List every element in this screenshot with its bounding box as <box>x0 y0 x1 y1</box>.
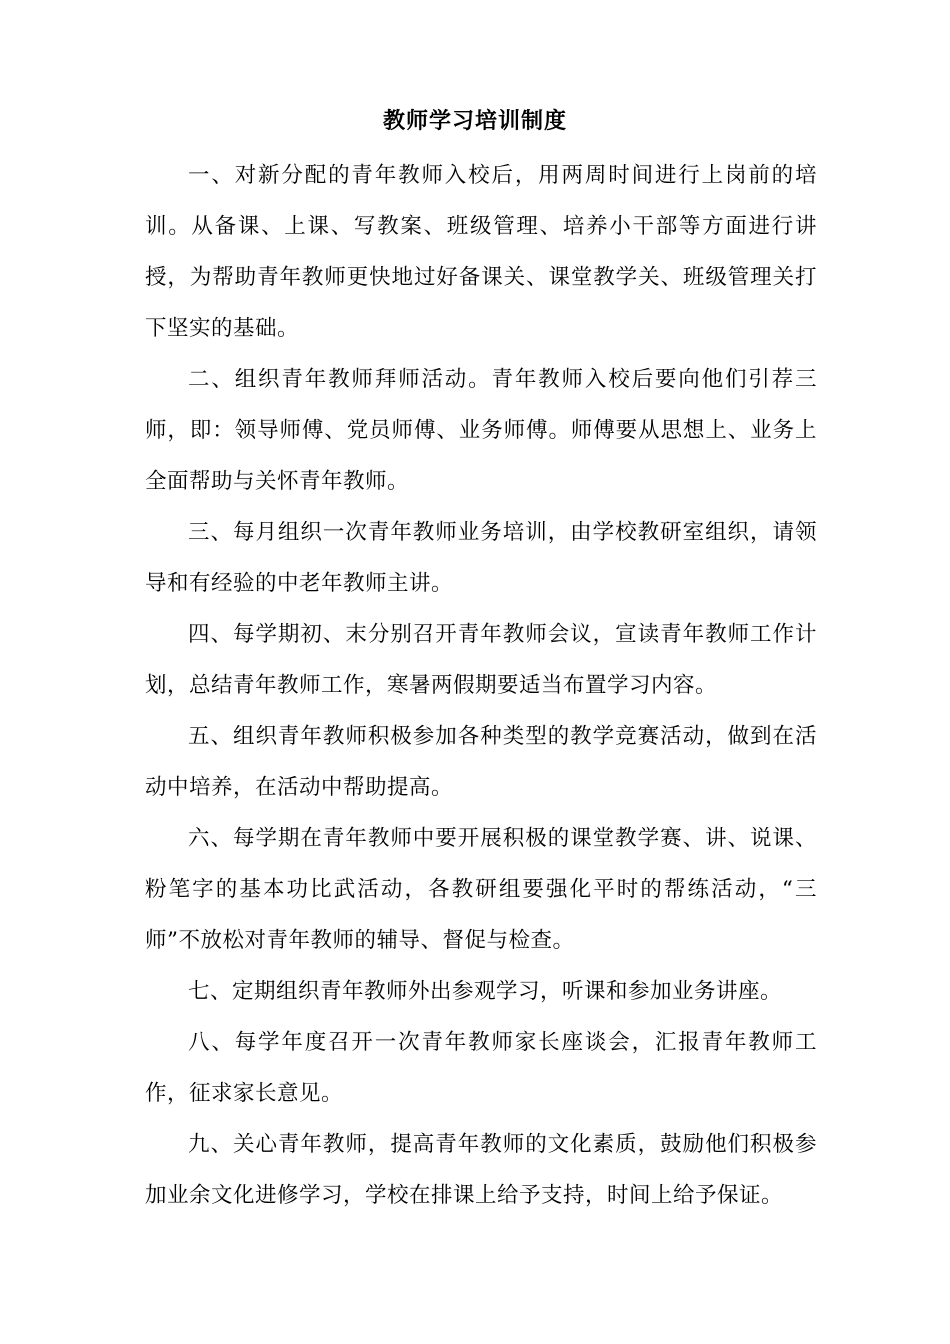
document-title: 教师学习培训制度 <box>382 108 567 134</box>
paragraph-9: 九、关心青年教师，提高青年教师的文化素质，鼓励他们积极参加业余文化进修学习，学校在排课上给予支持，时间上给予保证。 <box>145 1132 817 1208</box>
paragraph-5: 五、组织青年教师积极参加各种类型的教学竞赛活动，做到在活动中培养，在活动中帮助提高。 <box>145 724 817 800</box>
paragraph-1: 一、对新分配的青年教师入校后，用两周时间进行上岗前的培训。从备课、上课、写教案、班级管理、培养小干部等方面进行讲授，为帮助青年教师更快地过好备课关、课堂教学关、班级管理关打下坚实的基础。 <box>145 163 817 341</box>
paragraph-3: 三、每月组织一次青年教师业务培训，由学校教研室组织，请领导和有经验的中老年教师主讲。 <box>145 520 817 596</box>
paragraph-7: 七、定期组织青年教师外出参观学习，听课和参加业务讲座。 <box>188 979 783 1004</box>
paragraph-4: 四、每学期初、末分别召开青年教师会议，宣读青年教师工作计划，总结青年教师工作，寒暑两假期要适当布置学习内容。 <box>145 622 817 698</box>
paragraph-6: 六、每学期在青年教师中要开展积极的课堂教学赛、讲、说课、粉笔字的基本功比武活动，各教研组要强化平时的帮练活动，“三师”不放松对青年教师的辅导、督促与检查。 <box>145 826 817 953</box>
paragraph-2: 二、组织青年教师拜师活动。青年教师入校后要向他们引荐三师，即：领导师傅、党员师傅、业务师傅。师傅要从思想上、业务上全面帮助与关怀青年教师。 <box>145 367 817 494</box>
document-body <box>145 150 817 1221</box>
paragraph-8: 八、每学年度召开一次青年教师家长座谈会，汇报青年教师工作，征求家长意见。 <box>145 1030 817 1106</box>
